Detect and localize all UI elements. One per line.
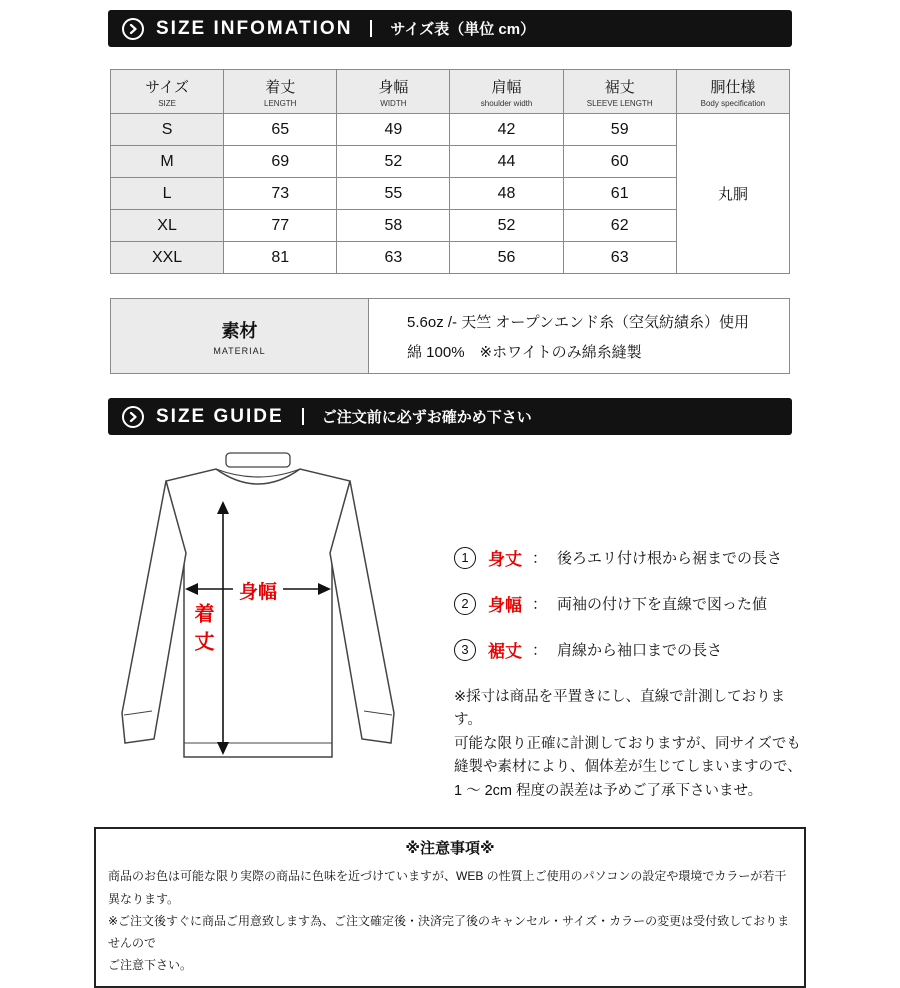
divider: [302, 408, 304, 425]
value-width: 52: [337, 146, 450, 178]
circled-number-1: 1: [454, 547, 476, 569]
value-width: 55: [337, 178, 450, 210]
value-width: 63: [337, 242, 450, 274]
material-description: [369, 299, 789, 373]
size-information-header: [108, 10, 792, 47]
arrow-circle-icon: [122, 406, 144, 428]
size-table-header-row: [111, 70, 790, 114]
col-header-length: [224, 70, 337, 114]
size-information-subtitle: サイズ表（単位 cm）: [390, 21, 536, 38]
notice-line-1: 商品のお色は可能な限り実際の商品に色味を近づけていますが、WEB の性質上ご使用のパソコンの設定や環境でカラーが若干異なります。: [108, 869, 787, 906]
value-width: 49: [337, 114, 450, 146]
value-length: 65: [224, 114, 337, 146]
col-header-shoulder: [450, 70, 563, 114]
col-header-width-en: WIDTH: [380, 98, 407, 108]
circled-number-3: 3: [454, 639, 476, 661]
divider: [370, 20, 372, 37]
size-guide-header: [108, 398, 792, 435]
value-shoulder: 48: [450, 178, 563, 210]
measurement-definitions: [428, 449, 812, 803]
col-header-bodyspec-en: Body specification: [700, 98, 766, 108]
col-header-length-jp: 着丈: [265, 78, 296, 96]
size-label: XL: [111, 210, 224, 242]
size-label: L: [111, 178, 224, 210]
guide-description: 両袖の付け下を直線で図った値: [557, 596, 768, 613]
material-line-2: 綿 100% ※ホワイトのみ綿糸縫製: [407, 343, 642, 361]
guide-item-1: [454, 545, 812, 570]
col-header-size-jp: サイズ: [145, 78, 189, 96]
value-shoulder: 44: [450, 146, 563, 178]
value-length: 73: [224, 178, 337, 210]
body-length-label: 着丈: [188, 599, 217, 663]
size-label: XXL: [111, 242, 224, 274]
col-header-shoulder-en: shoulder width: [480, 98, 533, 108]
guide-term: 裾丈: [488, 642, 522, 661]
guide-description: 肩線から袖口までの長さ: [557, 642, 723, 659]
size-guide-subtitle: ご注文前に必ずお確かめ下さい: [321, 409, 532, 426]
table-row-s: [111, 114, 790, 146]
material-label-box: [111, 299, 369, 373]
value-sleeve: 62: [563, 210, 676, 242]
arrow-circle-icon: [122, 18, 144, 40]
col-header-bodyspec: [676, 70, 789, 114]
value-length: 69: [224, 146, 337, 178]
note-line-4: 1 ～ 2cm 程度の誤差は予めご了承下さいませ。: [454, 782, 763, 799]
note-line-2: 可能な限り正確に計測しておりますが、同サイズでも: [454, 735, 801, 752]
guide-description: 後ろエリ付け根から裾までの長さ: [557, 550, 783, 567]
size-table: [110, 69, 790, 274]
material-label-en: MATERIAL: [213, 345, 266, 356]
col-header-sleeve: [563, 70, 676, 114]
guide-term: 身丈: [488, 550, 522, 569]
col-header-length-en: LENGTH: [264, 98, 297, 108]
size-label: M: [111, 146, 224, 178]
notice-line-3: ご注意下さい。: [108, 958, 193, 973]
tshirt-outline-drawing: [88, 449, 428, 781]
value-sleeve: 59: [563, 114, 676, 146]
col-header-bodyspec-jp: 胴仕様: [710, 78, 756, 96]
value-width: 58: [337, 210, 450, 242]
material-section: [110, 298, 790, 374]
size-information-title: SIZE INFOMATION: [156, 17, 353, 39]
value-shoulder: 56: [450, 242, 563, 274]
material-label-jp: 素材: [221, 320, 258, 341]
col-header-width: [337, 70, 450, 114]
body-width-label: 身幅: [233, 577, 283, 604]
value-shoulder: 42: [450, 114, 563, 146]
col-header-width-jp: 身幅: [378, 78, 409, 96]
size-guide-section: [88, 449, 812, 803]
size-guide-title: SIZE GUIDE: [156, 405, 284, 427]
guide-colon: ：: [532, 642, 548, 659]
guide-item-3: [454, 637, 812, 662]
guide-colon: ：: [532, 596, 548, 613]
col-header-sleeve-en: SLEEVE LENGTH: [586, 98, 653, 108]
value-shoulder: 52: [450, 210, 563, 242]
value-length: 77: [224, 210, 337, 242]
notice-box: [94, 827, 806, 988]
value-length: 81: [224, 242, 337, 274]
notice-title: ※注意事項※: [405, 840, 495, 858]
guide-colon: ：: [532, 550, 548, 567]
col-header-size: [111, 70, 224, 114]
guide-term: 身幅: [488, 596, 522, 615]
circled-number-2: 2: [454, 593, 476, 615]
col-header-size-en: SIZE: [158, 98, 176, 108]
value-sleeve: 61: [563, 178, 676, 210]
material-line-1: 5.6oz /- 天竺 オープンエンド糸（空気紡績糸）使用: [407, 313, 750, 331]
value-sleeve: 63: [563, 242, 676, 274]
body-spec-cell: 丸胴: [676, 114, 789, 274]
value-sleeve: 60: [563, 146, 676, 178]
tshirt-diagram: [88, 449, 428, 781]
col-header-shoulder-jp: 肩幅: [491, 78, 522, 96]
notice-line-2: ※ご注文後すぐに商品ご用意致します為、ご注文確定後・決済完了後のキャンセル・サイズ・カラーの変更は受付致しておりませんので: [108, 913, 790, 950]
col-header-sleeve-jp: 裾丈: [604, 78, 635, 96]
note-line-1: ※採寸は商品を平置きにし、直線で計測しております。: [454, 689, 786, 729]
size-label: S: [111, 114, 224, 146]
note-line-3: 縫製や素材により、個体差が生じてしまいますので、: [454, 759, 802, 776]
guide-item-2: [454, 591, 812, 616]
measurement-note: [454, 686, 812, 803]
